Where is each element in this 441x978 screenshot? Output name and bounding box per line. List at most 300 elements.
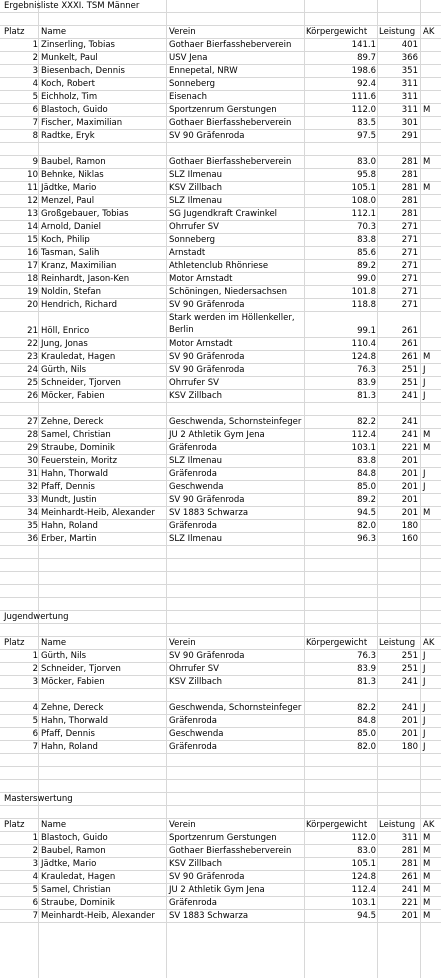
header-name: Name	[41, 638, 67, 648]
header-verein: Verein	[169, 820, 196, 830]
cell-platz: 1	[32, 833, 38, 843]
table-row	[0, 650, 441, 663]
cell-name: Jädtke, Mario	[41, 183, 97, 193]
cell-ak	[423, 533, 441, 545]
cell-name: Samel, Christian	[41, 430, 111, 440]
cell-platz: 28	[27, 430, 38, 440]
cell-platz: 11	[27, 183, 38, 193]
cell-verein: KSV Zillbach	[169, 183, 223, 193]
cell-koerpergewicht: 112.1	[351, 209, 376, 219]
cell-koerpergewicht: 118.8	[351, 300, 376, 310]
cell-verein: JU 2 Athletik Gym Jena	[169, 430, 265, 440]
table-header-row	[0, 819, 441, 832]
table-row	[0, 273, 441, 286]
cell-ak: M	[423, 352, 431, 362]
cell-ak: M	[423, 898, 431, 908]
cell-verein: Gräfenroda	[169, 521, 218, 531]
empty-row	[0, 806, 441, 819]
cell-ak: J	[423, 677, 426, 687]
cell-leistung: 251	[401, 365, 418, 375]
cell-leistung: 281	[401, 209, 418, 219]
cell-platz: 22	[27, 339, 38, 349]
table-row	[0, 182, 441, 195]
cell-koerpergewicht: 83.0	[357, 157, 376, 167]
cell-name: Koch, Robert	[41, 79, 95, 89]
header-verein: Verein	[169, 638, 196, 648]
table-row	[0, 351, 441, 364]
cell-leistung: 271	[401, 300, 418, 310]
cell-verein: Gräfenroda	[169, 443, 218, 453]
cell-verein: JU 2 Athletik Gym Jena	[169, 885, 265, 895]
cell-platz: 9	[32, 157, 38, 167]
cell-platz: 26	[27, 391, 38, 401]
cell-name: Hahn, Thorwald	[41, 716, 108, 726]
cell-name: Tasman, Salih	[41, 248, 100, 258]
cell-leistung: 261	[401, 872, 418, 882]
cell-verein: Geschwenda, Schornsteinfeger	[169, 703, 302, 713]
cell-name: Pfaff, Dennis	[41, 482, 95, 492]
cell-koerpergewicht: 103.1	[351, 443, 376, 453]
cell-verein: Gothaer Bierfassheberverein	[169, 846, 292, 856]
table-row	[0, 39, 441, 52]
cell-platz: 33	[27, 495, 38, 505]
cell-ak: M	[423, 508, 431, 518]
table-row	[0, 52, 441, 65]
cell-name: Behnke, Niklas	[41, 170, 104, 180]
header-leistung: Leistung	[379, 820, 416, 830]
cell-leistung: 201	[401, 729, 418, 739]
cell-platz: 31	[27, 469, 38, 479]
cell-verein: SV 90 Gräfenroda	[169, 352, 245, 362]
cell-name: Blastoch, Guido	[41, 105, 108, 115]
cell-verein: USV Jena	[169, 53, 208, 63]
cell-verein: KSV Zillbach	[169, 391, 223, 401]
sheet-title-row	[0, 0, 441, 13]
cell-verein: SV 1883 Schwarza	[169, 508, 249, 518]
cell-name: Hahn, Thorwald	[41, 469, 108, 479]
table-row	[0, 741, 441, 754]
cell-koerpergewicht: 82.2	[357, 417, 376, 427]
cell-name: Höll, Enrico	[41, 326, 90, 336]
cell-name: Kranz, Maximilian	[41, 261, 117, 271]
cell-platz: 5	[32, 885, 38, 895]
cell-name: Krauledat, Hagen	[41, 872, 116, 882]
table-row	[0, 78, 441, 91]
cell-koerpergewicht: 94.5	[357, 508, 376, 518]
table-row	[0, 468, 441, 481]
cell-ak: J	[423, 742, 426, 752]
table-row	[0, 247, 441, 260]
cell-koerpergewicht: 124.8	[351, 352, 376, 362]
cell-ak	[423, 221, 441, 233]
table-row	[0, 845, 441, 858]
cell-verein: Ohrrufer SV	[169, 222, 219, 232]
cell-ak	[423, 416, 441, 428]
header-verein: Verein	[169, 27, 196, 37]
cell-platz: 4	[32, 703, 38, 713]
empty-row	[0, 689, 441, 702]
cell-verein: SLZ Ilmenau	[169, 196, 223, 206]
cell-verein: SV 90 Gräfenroda	[169, 131, 245, 141]
cell-ak	[423, 455, 441, 467]
cell-verein: SV 90 Gräfenroda	[169, 872, 245, 882]
cell-platz: 6	[32, 729, 38, 739]
cell-name: Baubel, Ramon	[41, 846, 106, 856]
cell-leistung: 311	[401, 833, 418, 843]
cell-koerpergewicht: 83.0	[357, 846, 376, 856]
cell-ak: M	[423, 183, 431, 193]
cell-platz: 23	[27, 352, 38, 362]
cell-koerpergewicht: 110.4	[351, 339, 376, 349]
cell-ak	[423, 130, 441, 142]
cell-leistung: 241	[401, 417, 418, 427]
cell-leistung: 261	[401, 339, 418, 349]
cell-platz: 19	[27, 287, 38, 297]
header-koerpergewicht: Körpergewicht	[306, 820, 368, 830]
cell-koerpergewicht: 82.2	[357, 703, 376, 713]
cell-leistung: 311	[401, 79, 418, 89]
table-row	[0, 221, 441, 234]
jugend-title: Jugendwertung	[4, 612, 69, 622]
cell-verein: Gothaer Bierfassheberverein	[169, 157, 292, 167]
cell-koerpergewicht: 108.0	[351, 196, 376, 206]
header-leistung: Leistung	[379, 27, 416, 37]
cell-ak: M	[423, 443, 431, 453]
cell-platz: 1	[32, 40, 38, 50]
cell-ak: J	[423, 651, 426, 661]
masters-title-row	[0, 793, 441, 806]
cell-leistung: 281	[401, 846, 418, 856]
cell-platz: 27	[27, 417, 38, 427]
cell-leistung: 160	[401, 534, 418, 544]
cell-name: Zehne, Dereck	[41, 417, 104, 427]
empty-row	[0, 13, 441, 26]
header-platz: Platz	[4, 27, 25, 37]
cell-name: Meinhardt-Heib, Alexander	[41, 508, 155, 518]
cell-ak	[423, 52, 441, 64]
table-row	[0, 260, 441, 273]
cell-leistung: 221	[401, 898, 418, 908]
cell-koerpergewicht: 81.3	[357, 677, 376, 687]
cell-verein: Motor Arnstadt	[169, 274, 233, 284]
cell-platz: 10	[27, 170, 38, 180]
empty-row	[0, 598, 441, 611]
cell-koerpergewicht: 83.9	[357, 378, 376, 388]
cell-ak	[423, 286, 441, 298]
cell-koerpergewicht: 85.6	[357, 248, 376, 258]
cell-name: Gürth, Nils	[41, 365, 87, 375]
cell-name: Jung, Jonas	[41, 339, 88, 349]
cell-name: Feuerstein, Moritz	[41, 456, 118, 466]
cell-ak: J	[423, 716, 426, 726]
cell-verein: Stark werden im Höllenkeller, Berlin	[169, 313, 295, 335]
table-row	[0, 507, 441, 520]
cell-platz: 2	[32, 846, 38, 856]
cell-ak	[423, 65, 441, 77]
table-row	[0, 338, 441, 351]
cell-platz: 20	[27, 300, 38, 310]
cell-name: Radtke, Eryk	[41, 131, 95, 141]
table-row	[0, 858, 441, 871]
cell-leistung: 251	[401, 378, 418, 388]
header-ak: AK	[423, 820, 435, 830]
cell-name: Pfaff, Dennis	[41, 729, 95, 739]
cell-ak	[423, 39, 441, 51]
cell-ak: M	[423, 885, 431, 895]
cell-platz: 32	[27, 482, 38, 492]
cell-name: Reinhardt, Jason-Ken	[41, 274, 130, 284]
cell-name: Munkelt, Paul	[41, 53, 98, 63]
cell-name: Jädtke, Mario	[41, 859, 97, 869]
table-row	[0, 130, 441, 143]
cell-platz: 1	[32, 651, 38, 661]
cell-verein: SLZ Ilmenau	[169, 456, 223, 466]
cell-name: Koch, Philip	[41, 235, 90, 245]
cell-verein: Gräfenroda	[169, 716, 218, 726]
cell-ak: J	[423, 729, 426, 739]
cell-name: Zinserling, Tobias	[41, 40, 115, 50]
cell-leistung: 201	[401, 911, 418, 921]
cell-name: Hahn, Roland	[41, 742, 98, 752]
cell-ak: J	[423, 378, 426, 388]
cell-leistung: 401	[401, 40, 418, 50]
table-row	[0, 416, 441, 429]
cell-koerpergewicht: 76.3	[357, 651, 376, 661]
cell-verein: Athletenclub Rhönriese	[169, 261, 269, 271]
cell-ak	[423, 273, 441, 285]
cell-platz: 21	[27, 326, 38, 336]
table-row	[0, 832, 441, 845]
table-row	[0, 494, 441, 507]
empty-row	[0, 754, 441, 767]
table-row	[0, 442, 441, 455]
cell-ak	[423, 299, 441, 311]
cell-platz: 4	[32, 79, 38, 89]
cell-name: Erber, Martin	[41, 534, 97, 544]
cell-ak: M	[423, 846, 431, 856]
cell-ak: M	[423, 105, 431, 115]
table-row	[0, 169, 441, 182]
cell-ak	[423, 234, 441, 246]
cell-platz: 24	[27, 365, 38, 375]
cell-verein: Gräfenroda	[169, 898, 218, 908]
cell-platz: 7	[32, 911, 38, 921]
cell-verein: Sportzenrum Gerstungen	[169, 833, 277, 843]
masters-title: Masterswertung	[4, 794, 73, 804]
cell-ak: J	[423, 482, 426, 492]
header-ak: AK	[423, 27, 435, 37]
cell-koerpergewicht: 84.8	[357, 469, 376, 479]
cell-koerpergewicht: 141.1	[351, 40, 376, 50]
cell-verein: Sonneberg	[169, 79, 215, 89]
cell-name: Gürth, Nils	[41, 651, 87, 661]
cell-ak: M	[423, 430, 431, 440]
cell-leistung: 251	[401, 664, 418, 674]
cell-platz: 36	[27, 534, 38, 544]
empty-row	[0, 780, 441, 793]
cell-verein: KSV Zillbach	[169, 677, 223, 687]
cell-leistung: 281	[401, 183, 418, 193]
cell-name: Blastoch, Guido	[41, 833, 108, 843]
cell-platz: 29	[27, 443, 38, 453]
cell-verein: SLZ Ilmenau	[169, 534, 223, 544]
empty-row	[0, 403, 441, 416]
table-row	[0, 663, 441, 676]
cell-leistung: 271	[401, 222, 418, 232]
cell-platz: 2	[32, 664, 38, 674]
cell-koerpergewicht: 84.8	[357, 716, 376, 726]
cell-leistung: 271	[401, 287, 418, 297]
cell-koerpergewicht: 92.4	[357, 79, 376, 89]
cell-koerpergewicht: 99.0	[357, 274, 376, 284]
cell-verein: Ohrrufer SV	[169, 378, 219, 388]
cell-verein: Geschwenda, Schornsteinfeger	[169, 417, 302, 427]
cell-leistung: 201	[401, 482, 418, 492]
cell-platz: 35	[27, 521, 38, 531]
cell-platz: 30	[27, 456, 38, 466]
cell-platz: 6	[32, 105, 38, 115]
cell-koerpergewicht: 112.4	[351, 885, 376, 895]
cell-name: Möcker, Fabien	[41, 391, 105, 401]
header-name: Name	[41, 27, 67, 37]
cell-ak: M	[423, 859, 431, 869]
cell-ak	[423, 494, 441, 506]
cell-leistung: 241	[401, 703, 418, 713]
cell-leistung: 281	[401, 170, 418, 180]
cell-name: Meinhardt-Heib, Alexander	[41, 911, 155, 921]
cell-name: Eichholz, Tim	[41, 92, 98, 102]
cell-leistung: 241	[401, 430, 418, 440]
cell-verein: Gräfenroda	[169, 469, 218, 479]
cell-ak: M	[423, 157, 431, 167]
header-platz: Platz	[4, 820, 25, 830]
sheet-title: Ergebnisliste XXXI. TSM Männer	[4, 1, 140, 11]
cell-koerpergewicht: 82.0	[357, 521, 376, 531]
cell-ak	[423, 312, 441, 337]
cell-platz: 3	[32, 677, 38, 687]
cell-platz: 34	[27, 508, 38, 518]
cell-platz: 16	[27, 248, 38, 258]
cell-koerpergewicht: 83.8	[357, 456, 376, 466]
cell-leistung: 251	[401, 651, 418, 661]
cell-leistung: 261	[401, 352, 418, 362]
cell-name: Möcker, Fabien	[41, 677, 105, 687]
cell-verein: Ennepetal, NRW	[169, 66, 238, 76]
cell-platz: 8	[32, 131, 38, 141]
cell-platz: 15	[27, 235, 38, 245]
table-row	[0, 676, 441, 689]
cell-platz: 4	[32, 872, 38, 882]
table-row	[0, 156, 441, 169]
cell-koerpergewicht: 83.8	[357, 235, 376, 245]
cell-koerpergewicht: 94.5	[357, 911, 376, 921]
cell-ak: J	[423, 391, 426, 401]
cell-koerpergewicht: 112.0	[351, 833, 376, 843]
cell-name: Straube, Dominik	[41, 898, 115, 908]
cell-leistung: 180	[401, 742, 418, 752]
cell-name: Straube, Dominik	[41, 443, 115, 453]
cell-koerpergewicht: 112.4	[351, 430, 376, 440]
cell-koerpergewicht: 99.1	[357, 326, 376, 336]
cell-platz: 6	[32, 898, 38, 908]
table-row	[0, 728, 441, 741]
table-row	[0, 481, 441, 494]
cell-ak	[423, 247, 441, 259]
cell-ak	[423, 338, 441, 350]
cell-leistung: 311	[401, 92, 418, 102]
cell-name: Fischer, Maximilian	[41, 118, 123, 128]
table-row	[0, 715, 441, 728]
table-header-row	[0, 26, 441, 39]
cell-ak	[423, 78, 441, 90]
table-row	[0, 897, 441, 910]
cell-ak: J	[423, 664, 426, 674]
table-row	[0, 299, 441, 312]
cell-koerpergewicht: 198.6	[351, 66, 376, 76]
cell-ak: M	[423, 833, 431, 843]
table-row	[0, 234, 441, 247]
cell-verein: Eisenach	[169, 92, 208, 102]
cell-ak: J	[423, 703, 426, 713]
cell-platz: 17	[27, 261, 38, 271]
cell-verein: Gothaer Bierfassheberverein	[169, 118, 292, 128]
cell-name: Krauledat, Hagen	[41, 352, 116, 362]
cell-koerpergewicht: 124.8	[351, 872, 376, 882]
empty-row	[0, 546, 441, 559]
cell-leistung: 221	[401, 443, 418, 453]
header-leistung: Leistung	[379, 638, 416, 648]
cell-leistung: 301	[401, 118, 418, 128]
cell-leistung: 271	[401, 248, 418, 258]
cell-koerpergewicht: 105.1	[351, 183, 376, 193]
cell-name: Baubel, Ramon	[41, 157, 106, 167]
cell-verein: Gothaer Bierfassheberverein	[169, 40, 292, 50]
table-row	[0, 390, 441, 403]
cell-name: Mundt, Justin	[41, 495, 97, 505]
cell-koerpergewicht: 95.8	[357, 170, 376, 180]
cell-verein: Sonneberg	[169, 235, 215, 245]
table-row	[0, 377, 441, 390]
table-row	[0, 312, 441, 338]
cell-ak: J	[423, 469, 426, 479]
cell-koerpergewicht: 103.1	[351, 898, 376, 908]
cell-name: Schneider, Tjorven	[41, 664, 121, 674]
cell-verein: Arnstadt	[169, 248, 206, 258]
cell-verein: KSV Zillbach	[169, 859, 223, 869]
table-header-row	[0, 637, 441, 650]
cell-leistung: 351	[401, 66, 418, 76]
cell-leistung: 271	[401, 274, 418, 284]
table-row	[0, 702, 441, 715]
cell-koerpergewicht: 83.5	[357, 118, 376, 128]
cell-verein: Geschwenda	[169, 729, 224, 739]
cell-leistung: 311	[401, 105, 418, 115]
cell-koerpergewicht: 76.3	[357, 365, 376, 375]
cell-name: Menzel, Paul	[41, 196, 95, 206]
cell-leistung: 241	[401, 885, 418, 895]
empty-row	[0, 143, 441, 156]
table-row	[0, 117, 441, 130]
cell-platz: 2	[32, 53, 38, 63]
cell-platz: 18	[27, 274, 38, 284]
cell-leistung: 201	[401, 495, 418, 505]
header-name: Name	[41, 820, 67, 830]
table-row	[0, 104, 441, 117]
cell-verein: SV 90 Gräfenroda	[169, 300, 245, 310]
cell-leistung: 201	[401, 508, 418, 518]
cell-name: Arnold, Daniel	[41, 222, 102, 232]
cell-platz: 5	[32, 92, 38, 102]
